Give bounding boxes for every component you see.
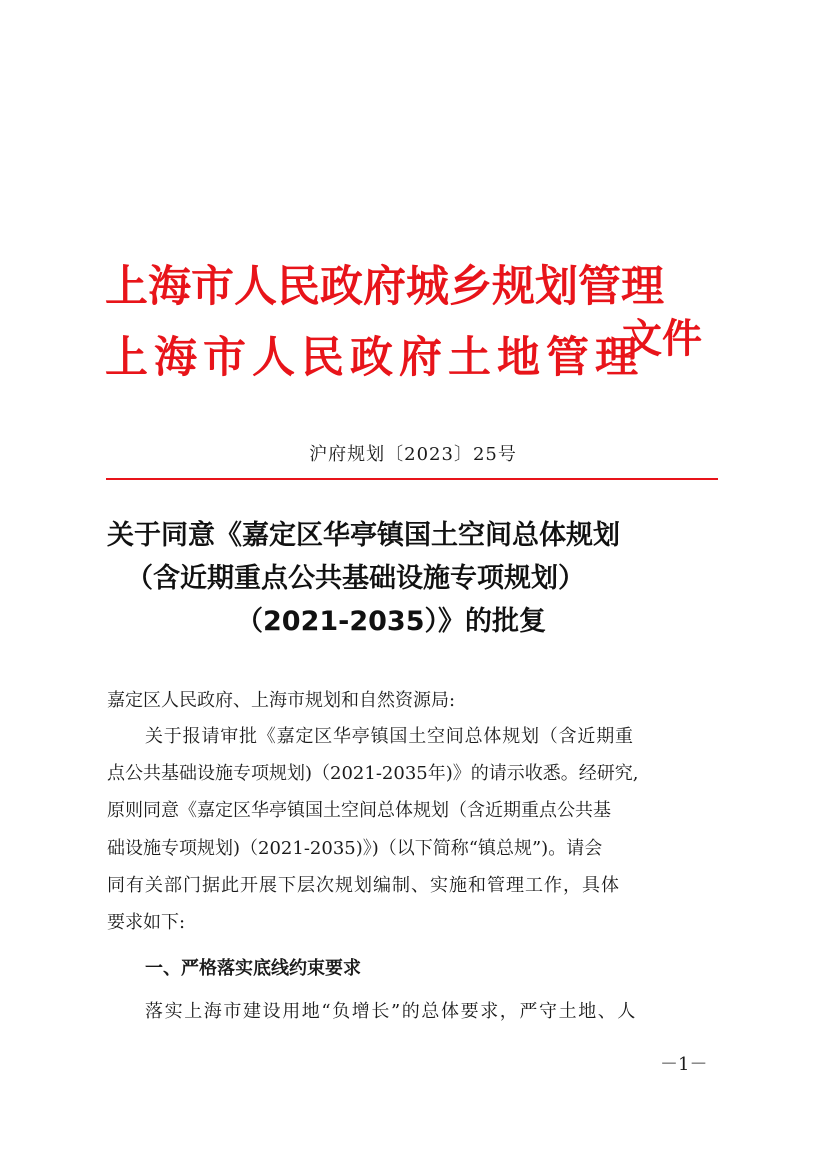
page-number: －1－ xyxy=(660,1054,708,1075)
title-line-3: （2021-2035）》的批复 xyxy=(236,606,546,637)
body-line: 原则同意《嘉定区华亭镇国土空间总体规划（含近期重点公共基 xyxy=(107,800,611,821)
addressee: 嘉定区人民政府、上海市规划和自然资源局: xyxy=(107,690,456,711)
body-line: 关于报请审批《嘉定区华亭镇国土空间总体规划（含近期重 xyxy=(145,726,634,747)
document-type-label: 文件 xyxy=(622,316,702,362)
body-line: 点公共基础设施专项规划)（2021-2035年)》的请示收悉。经研究, xyxy=(107,763,639,784)
body-line: 落实上海市建设用地“负增长”的总体要求，严守土地、人 xyxy=(145,1001,638,1022)
document-number: 沪府规划〔2023〕25号 xyxy=(309,444,517,465)
red-divider-line xyxy=(106,478,718,480)
section-heading: 一、严格落实底线约束要求 xyxy=(145,958,361,979)
title-line-1: 关于同意《嘉定区华亭镇国土空间总体规划 xyxy=(107,520,620,551)
body-line: 要求如下: xyxy=(107,912,186,933)
issuer-line-2: 上海市人民政府土地管理 xyxy=(105,333,644,383)
body-line: 同有关部门据此开展下层次规划编制、实施和管理工作，具体 xyxy=(107,875,620,896)
body-line: 础设施专项规划)（2021-2035)》)（以下简称“镇总规”)。请会 xyxy=(107,838,603,859)
issuer-line-1: 上海市人民政府城乡规划管理 xyxy=(105,262,664,312)
title-line-2: （含近期重点公共基础设施专项规划） xyxy=(126,563,585,594)
